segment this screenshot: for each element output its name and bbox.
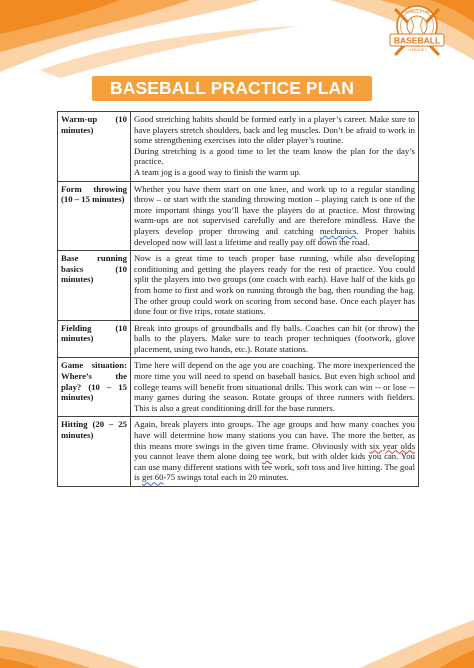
- activity-description: [131, 417, 419, 487]
- flagged-word: six year olds: [369, 440, 415, 451]
- activity-description: [131, 112, 419, 182]
- description-text: you cannot leave them alone doing: [134, 451, 262, 462]
- table-row: [58, 181, 419, 251]
- activity-description: Time here will depend on the age you are coaching. The more inexperienced the more time you will need to spend on baseball basics. But even high school and college teams will benefit from situational drills. This work can win -- or lose -- many games during the season. Rotate groups of three runners with fielders. This is also a great conditioning drill for the base runners.: [131, 358, 419, 417]
- logo-top-text: • WORKOUTLAB •: [402, 10, 432, 14]
- activity-label: Fielding (10 minutes): [58, 320, 131, 358]
- logo-name: BASEBALL: [393, 35, 441, 46]
- baseball-league-logo: [384, 4, 450, 66]
- practice-plan-table: [57, 111, 419, 487]
- description-text: -75 swings total each in 20 minutes.: [163, 472, 289, 483]
- flagged-word: mechanics: [319, 225, 357, 236]
- description-text: Again, break players into groups. The age groups and how many coaches you have will determine how many stations you can have. The more the better, as this means more swings in the given time frame. Obviously with: [134, 419, 415, 451]
- table-row: [58, 112, 419, 182]
- table-row: [58, 358, 419, 417]
- description-paragraph: Good stretching habits should be formed early in a player’s career. Make sure to have players stretch shoulders, back and leg muscles. Don’t be afraid to work in some strengthening exercises into the older player’s routine.: [134, 114, 415, 146]
- activity-description: Break into groups of groundballs and fly balls. Coaches can hit (or throw) the balls to the players. Make sure to teach proper techniques (footwork, glove placement, using two hands, etc.). Rotate stations.: [131, 320, 419, 358]
- description-paragraph: A team jog is a good way to finish the warm up.: [134, 166, 301, 177]
- activity-label: Hitting (20 – 25 minutes): [58, 417, 131, 487]
- bottom-orange-swoosh: [0, 610, 474, 668]
- table-row: [58, 417, 419, 487]
- flagged-word: get 60: [141, 472, 164, 483]
- logo-bottom-text: • LEAGUE •: [407, 48, 427, 52]
- activity-description: Now is a great time to teach proper base running, while also developing conditioning and getting the players ready for the rest of practice. You could split the players into two groups (one coach with each). Have half of the kids go from home to first and work on running through the bag, then rounding the bag. The other group could work on scoring from second base. Once each player has done four or five trips, rotate stations.: [131, 251, 419, 321]
- description-text: . Proper habits developed now will last a lifetime and really pay off down the road.: [134, 225, 415, 247]
- page-title: BASEBALL PRACTICE PLAN: [110, 78, 354, 98]
- activity-label: Game situation: Where’s the play? (10 – 15 minutes): [58, 358, 131, 417]
- description-text: work, but with older kids you can. You can use many different stations with tee work, soft toss and live hitting. The goal is: [134, 451, 415, 483]
- description-paragraph: During stretching is a good time to let the team know the plan for the day’s practice.: [134, 145, 415, 167]
- table-row: [58, 251, 419, 321]
- activity-label: Base running basics (10 minutes): [58, 251, 131, 321]
- title-banner: [92, 76, 372, 101]
- activity-label: Form throwing (10 – 15 minutes): [58, 181, 131, 251]
- table-row: [58, 320, 419, 358]
- flagged-word: tee: [261, 451, 272, 462]
- activity-label: Warm-up (10 minutes): [58, 112, 131, 182]
- activity-description: [131, 181, 419, 251]
- description-text: Whether you have them start on one knee, and work up to a regular standing throw – or start with the standing throwing motion – playing catch is one of the more important things you’ll have the players do at practice. Most throwing warm-ups are not supervised carefully and are therefore mindless. Have the players develop proper throwing and catching: [134, 183, 415, 236]
